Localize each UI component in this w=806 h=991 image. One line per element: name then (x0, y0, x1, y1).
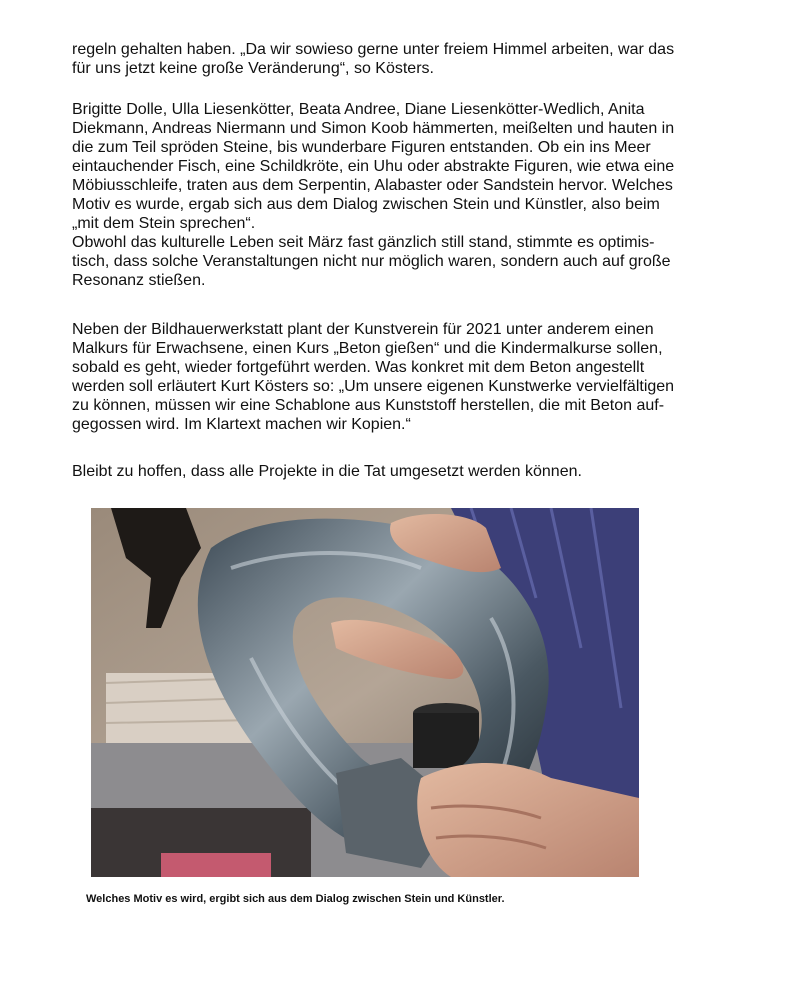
sculpture-photo (91, 508, 639, 877)
paragraph-4: Bleibt zu hoffen, dass alle Projekte in die Tat umgesetzt werden können. (72, 463, 582, 480)
sculpture-photo-illustration (91, 508, 639, 877)
paragraph-2: Brigitte Dolle, Ulla Liesenkötter, Beata Andree, Diane Liesenkötter-Wedlich, Anita Diekmann, Andreas Niermann und Simon Koob hämmerten, meißelten und hauten in die zum Teil spröden Steine, bis wunderbare Figuren entstanden. Ob ein ins Meer eintauchender Fisch, eine Schildkröte, ein Uhu oder abstrakte Figuren, wie etwa eine Möbiusschleife, traten aus dem Serpentin, Alabaster oder Sandstein hervor. Welches Motiv es wurde, ergab sich aus dem Dialog zwischen Stein und Künstler, also beim „mit dem Stein sprechen“. Obwohl das kulturelle Leben seit März fast gänzlich still stand, stimmte es optimis- tisch, dass solche Veranstaltungen nicht nur möglich waren, sondern auch auf große Resonanz stießen. (72, 101, 675, 289)
paragraph-3: Neben der Bildhauerwerkstatt plant der Kunstverein für 2021 unter anderem einen Malkurs für Erwachsene, einen Kurs „Beton gießen“ und die Kindermalkurse sollen, sobald es geht, wieder fortgeführt werden. Was konkret mit dem Beton angestellt werden soll erläutert Kurt Kösters so: „Um unsere eigenen Kunstwerke vervielfältigen zu können, müssen wir eine Schablone aus Kunststoff herstellen, die mit Beton auf- gegossen wird. Im Klartext machen wir Kopien.“ (72, 321, 675, 433)
paragraph-1: regeln gehalten haben. „Da wir sowieso gerne unter freiem Himmel arbeiten, war das für uns jetzt keine große Veränderung“, so Kösters. (72, 41, 675, 77)
photo-caption: Welches Motiv es wird, ergibt sich aus dem Dialog zwischen Stein und Künstler. (86, 893, 505, 905)
pink-cloth (161, 853, 271, 877)
